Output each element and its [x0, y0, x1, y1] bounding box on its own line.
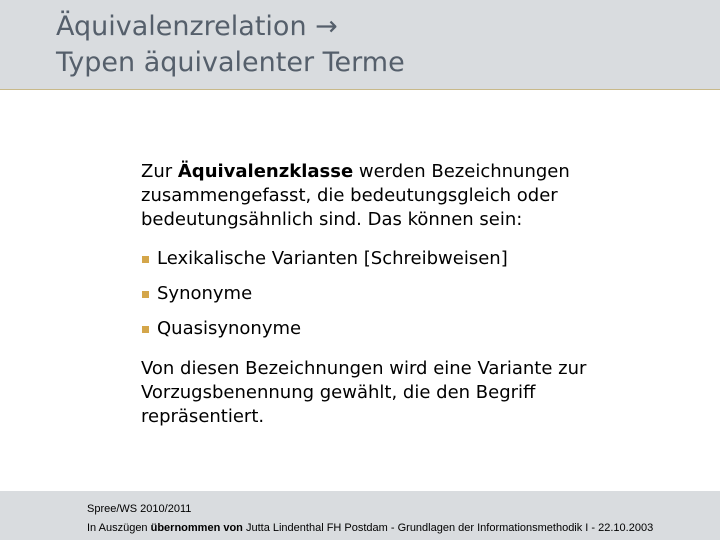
title-line-1: Äquivalenzrelation → — [56, 11, 338, 42]
square-bullet-icon — [142, 291, 149, 298]
intro-bold-term: Äquivalenzklasse — [177, 161, 354, 182]
bullet-list — [141, 247, 661, 341]
bullet-text: Synonyme — [157, 283, 253, 304]
bullet-text: Quasisynonyme — [157, 318, 302, 339]
footer-credit-prefix: In Auszügen — [87, 522, 151, 534]
bullet-text: Lexikalische Varianten [Schreibweisen] — [157, 248, 508, 269]
bullet-item — [141, 282, 661, 306]
footer-credit — [87, 522, 653, 534]
intro-rest: werden Bezeichnungen zusammengefasst, die bedeutungsgleich oder bedeutungsähnlich sind. Das können sein: — [141, 161, 570, 230]
footer-credit-bold: übernommen von — [150, 522, 243, 534]
title-line-2: Typen äquivalenter Terme — [56, 47, 405, 78]
slide-body — [141, 160, 661, 429]
square-bullet-icon — [142, 326, 149, 333]
slide-title — [56, 9, 405, 81]
intro-paragraph — [141, 160, 661, 232]
closing-paragraph: Von diesen Bezeichnungen wird eine Variante zur Vorzugsbenennung gewählt, die den Begriff repräsentiert. — [141, 358, 587, 427]
footer-credit-rest: Jutta Lindenthal FH Postdam - Grundlagen der Informationsmethodik I - 22.10.2003 — [242, 522, 654, 534]
slide-header — [0, 0, 720, 90]
square-bullet-icon — [142, 256, 149, 263]
bullet-item — [141, 317, 661, 341]
slide-footer — [0, 491, 720, 540]
bullet-item — [141, 247, 661, 271]
intro-prefix: Zur — [141, 161, 178, 182]
footer-semester: Spree/WS 2010/2011 — [87, 503, 192, 515]
